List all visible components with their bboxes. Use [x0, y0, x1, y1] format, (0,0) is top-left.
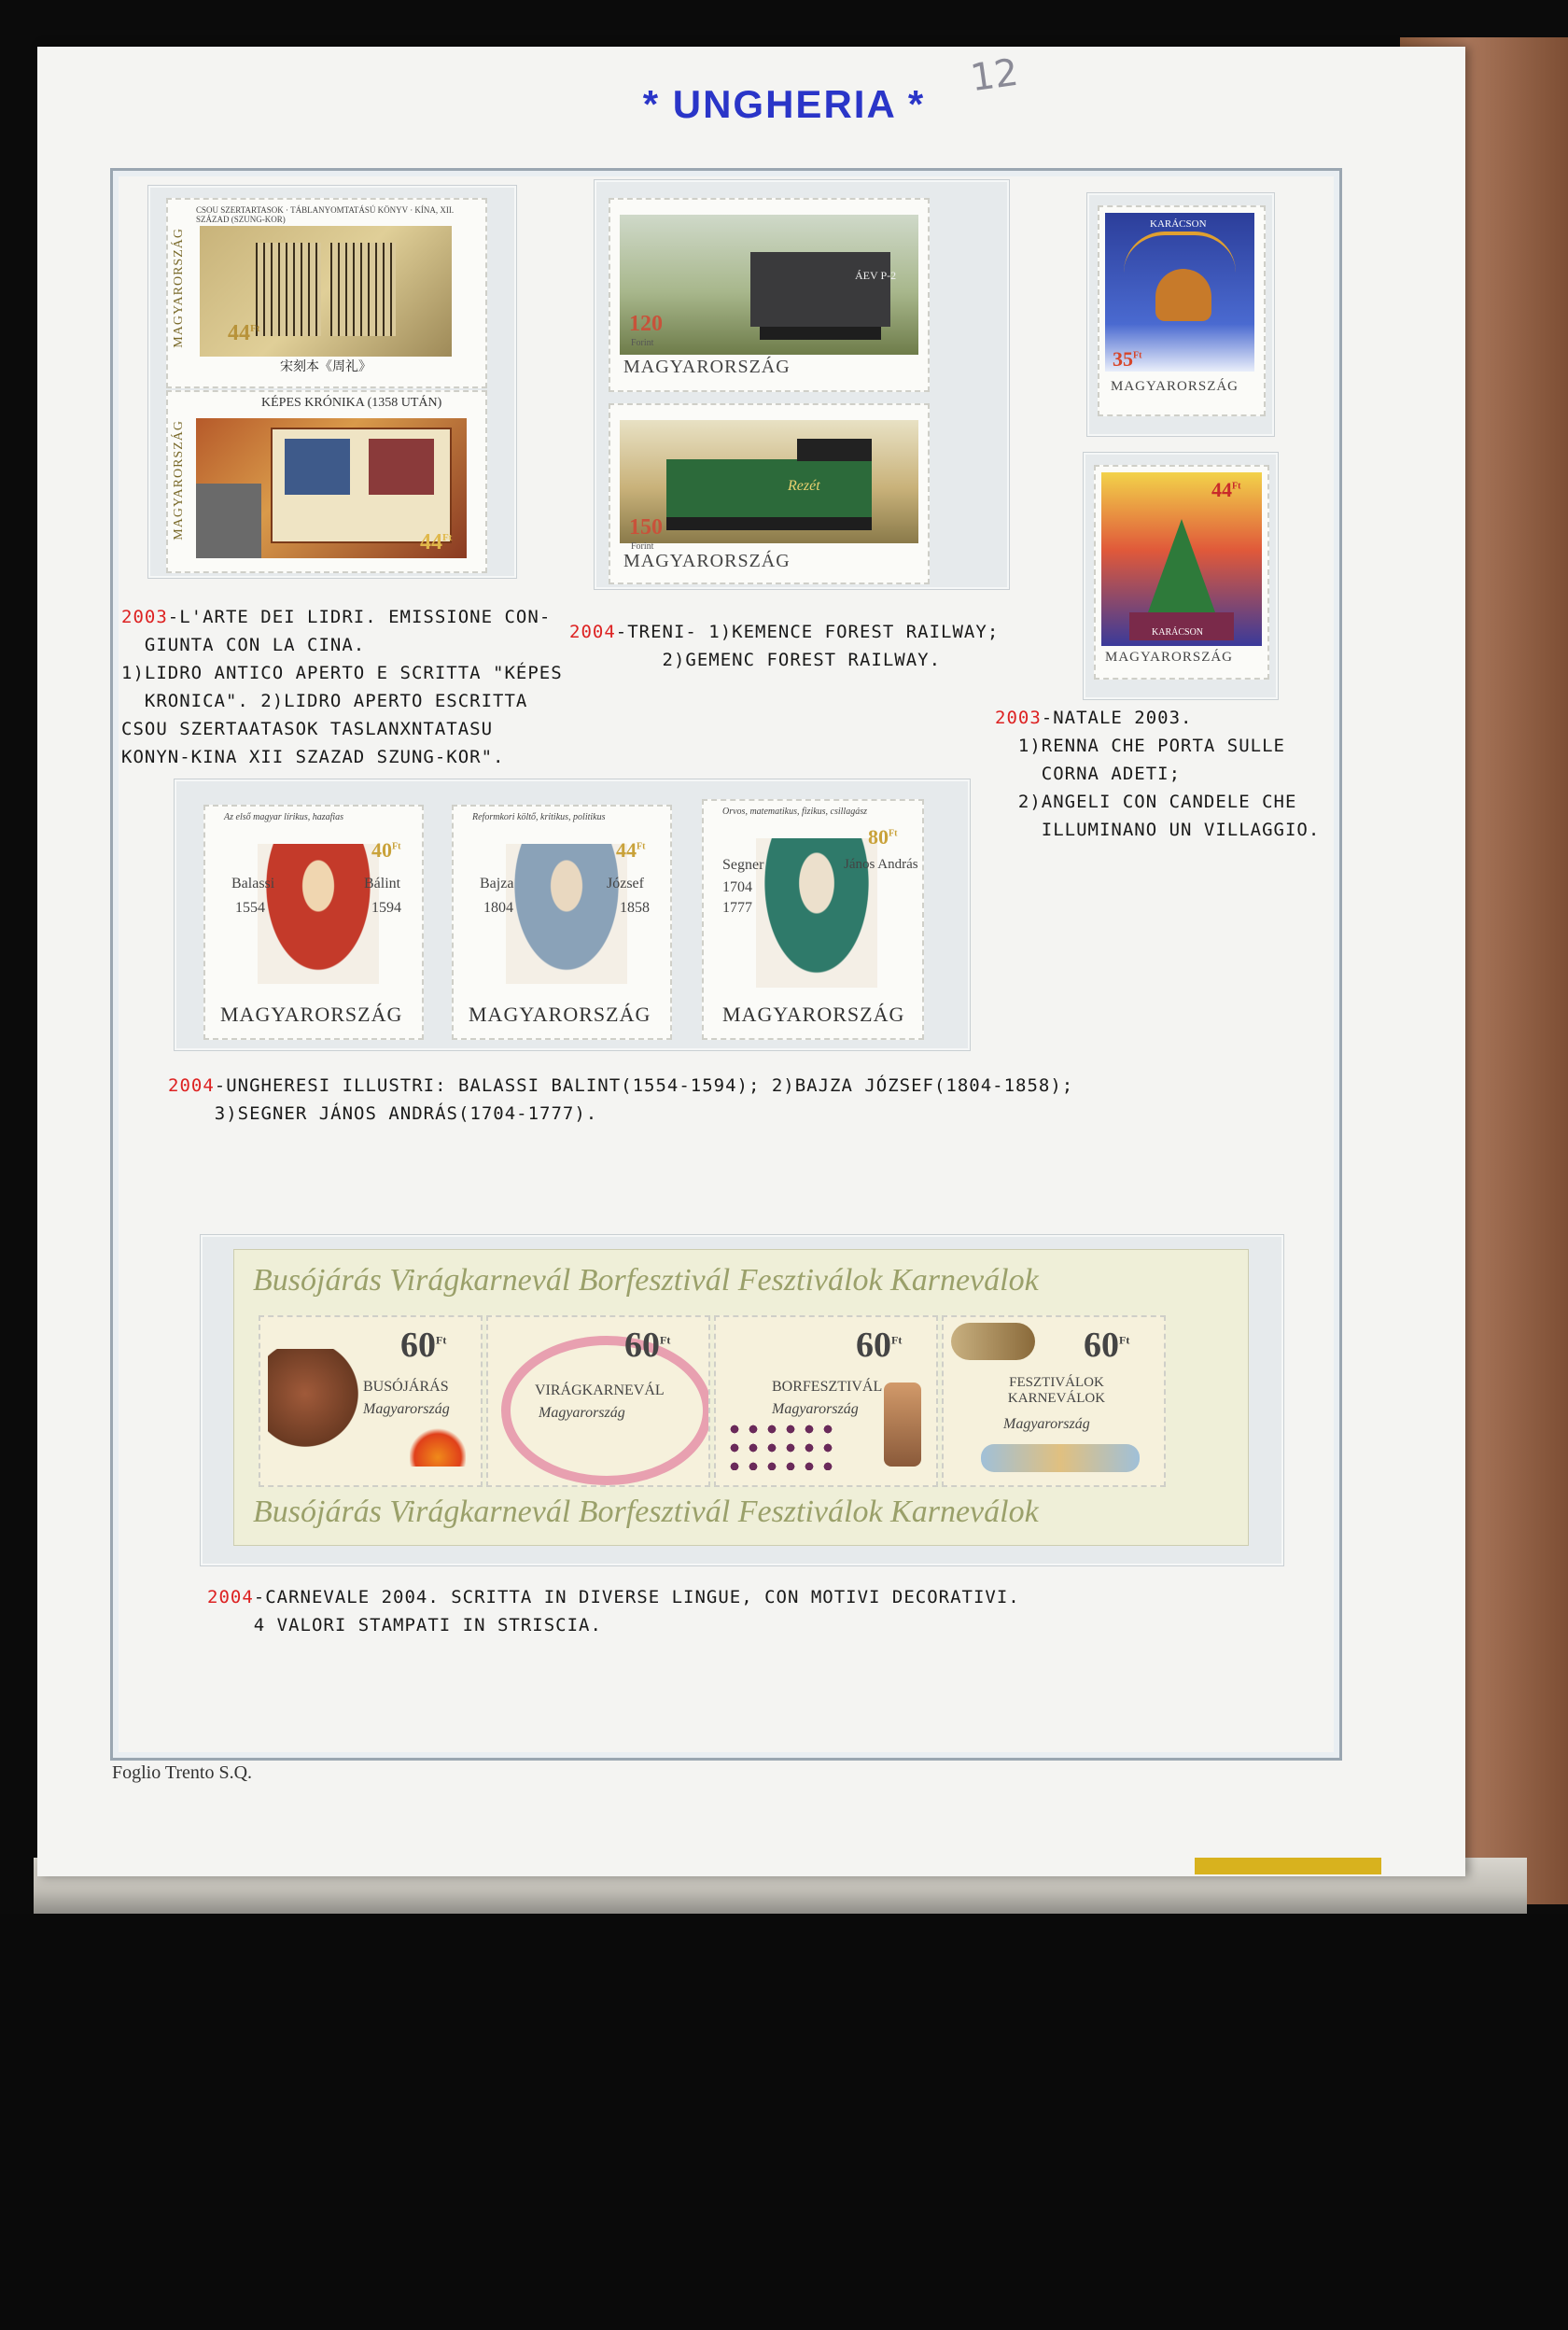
stamp-books-top: [166, 198, 487, 388]
stamp-country: MAGYARORSZÁG: [172, 228, 186, 348]
note-year: 2003: [121, 607, 168, 627]
poet-firstname: János András: [844, 857, 918, 872]
page-number: 12: [968, 50, 1021, 101]
stamp-value: $80^{Ft}$: [868, 825, 898, 849]
poet-death-year: 1594: [371, 900, 401, 916]
note-trains: 2004-TRENI- 1)KEMENCE FOREST RAILWAY; 2)GEMENC FOREST RAILWAY.: [569, 622, 1000, 670]
poet-death-year: 1777: [722, 900, 752, 916]
stamp-xmas-angels: [1094, 465, 1269, 680]
stamp-value: $44^{Ft}$: [228, 321, 260, 345]
poet-surname: Segner: [722, 857, 764, 873]
stamp-country: Magyarország: [539, 1405, 625, 1421]
stamp-title: FESZTIVÁLOK KARNEVÁLOK: [1007, 1375, 1106, 1406]
ribbon-illustration: [981, 1444, 1140, 1472]
stamp-poet-bajza: [452, 805, 672, 1040]
stamp-title: VIRÁGKARNEVÁL: [535, 1383, 665, 1398]
mask-illustration: [268, 1349, 361, 1461]
note-year: 2004: [569, 622, 616, 642]
poet-surname: Bajza: [480, 876, 514, 891]
poet-firstname: József: [607, 876, 644, 891]
stamp-carnival-busojaras: [259, 1315, 483, 1487]
stamp-header: Az első magyar lírikus, hazafias: [224, 812, 344, 822]
steam-locomotive-illustration: [620, 420, 918, 543]
stamp-country: MAGYARORSZÁG: [623, 357, 791, 377]
stamp-value: $44^{Ft}$: [420, 530, 453, 554]
stamp-carnival-fesztivalok: [942, 1315, 1166, 1487]
stamp-unit: Forint: [631, 541, 654, 552]
stamp-country: Magyarország: [363, 1401, 450, 1417]
stamp-value: $60^{Ft}$: [1084, 1326, 1130, 1365]
note-books: 2003-L'ARTE DEI LIDRI. EMISSIONE CON- GIUNTA CON LA CINA. 1)LIDRO ANTICO APERTO E SCRITTA "KÉPES KRONICA". 2)LIDRO APERTO ESCRITTA CSOU SZERTAATASOK TASLANXNTATASU KONYN-KINA XII SZAZAD SZUNG-KOR".: [121, 607, 563, 767]
stamp-country: MAGYARORSZÁG: [220, 1003, 403, 1026]
stamp-train-bottom: [609, 403, 930, 584]
note-year: 2004: [168, 1075, 215, 1096]
bajza-portrait: [506, 844, 627, 984]
stamp-carnival-borfesztival: [714, 1315, 938, 1487]
note-year: 2003: [995, 708, 1042, 728]
stamp-value: $60^{Ft}$: [624, 1326, 671, 1365]
note-carnival: 2004-CARNEVALE 2004. SCRITTA IN DIVERSE LINGUE, CON MOTIVI DECORATIVI. 4 VALORI STAMPATI IN STRISCIA.: [207, 1587, 1020, 1635]
grapes-illustration: [725, 1420, 837, 1470]
stamp-value: $60^{Ft}$: [400, 1326, 447, 1365]
stamp-value: $60^{Ft}$: [856, 1326, 903, 1365]
stamp-country: Magyarország: [1003, 1416, 1090, 1432]
stamp-title: BUSÓJÁRÁS: [363, 1379, 449, 1395]
stamp-header: KARÁCSON: [1152, 627, 1204, 638]
stamp-country: MAGYARORSZÁG: [1105, 650, 1234, 665]
stamp-country: MAGYARORSZÁG: [623, 551, 791, 571]
stamp-country: MAGYARORSZÁG: [172, 420, 186, 540]
wine-barrel-tower-illustration: [884, 1383, 921, 1467]
strip-border-text-top: Busójárás Virágkarnevál Borfesztivál Fesztiválok Karneválok: [253, 1263, 1039, 1298]
stamp-train-top: [609, 198, 930, 392]
poet-birth-year: 1554: [235, 900, 265, 916]
stamp-country: MAGYARORSZÁG: [722, 1003, 905, 1026]
stamp-value: $44^{Ft}$: [1211, 478, 1241, 501]
note-poets: 2004-UNGHERESI ILLUSTRI: BALASSI BALINT(1554-1594); 2)BAJZA JÓZSEF(1804-1858); 3)SEGNER JÁNOS ANDRÁS(1704-1777).: [168, 1075, 1074, 1124]
stamp-value: 120: [629, 312, 663, 336]
poet-surname: Balassi: [231, 876, 275, 891]
stamp-poet-segner: [702, 799, 924, 1040]
yellow-page-edge: [1195, 1858, 1381, 1874]
stamp-header: Orvos, matematikus, fizikus, csillagász: [722, 807, 867, 817]
poet-death-year: 1858: [620, 900, 650, 916]
black-cloth-background: [0, 1914, 1568, 2330]
bonfire-illustration: [410, 1420, 466, 1467]
note-year: 2004: [207, 1587, 254, 1607]
stamp-unit: Forint: [631, 338, 654, 348]
balassi-portrait: [258, 844, 379, 984]
strip-border-text-bottom: Busójárás Virágkarnevál Borfesztivál Fesztiválok Karneválok: [253, 1495, 1039, 1529]
stamp-poet-balassi: [203, 805, 424, 1040]
stamp-value: 150: [629, 515, 663, 540]
stamp-header: CSOU SZERTARTASOK · TÁBLANYOMTATÁSÚ KÖNYV · KÍNA, XII. SZÁZAD (SZUNG-KOR): [196, 205, 455, 224]
stamp-title: BORFESZTIVÁL: [772, 1379, 883, 1395]
stamp-caption: 宋刻本《周礼》: [280, 360, 371, 374]
poet-firstname: Bálint: [364, 876, 401, 891]
page-footer: Foglio Trento S.Q.: [112, 1762, 253, 1783]
stamp-header: KARÁCSON: [1150, 218, 1207, 230]
locomotive-label: ÁEV P-2: [855, 269, 897, 282]
note-xmas: 2003-NATALE 2003. 1)RENNA CHE PORTA SULLE CORNA ADETI; 2)ANGELI CON CANDELE CHE ILLUMINANO UN VILLAGGIO.: [995, 708, 1321, 840]
stamp-books-bottom: [166, 390, 487, 573]
horn-illustration: [951, 1323, 1035, 1360]
stamp-country: MAGYARORSZÁG: [1111, 379, 1239, 394]
poet-birth-year: 1804: [483, 900, 513, 916]
locomotive-label: Rezét: [788, 478, 820, 494]
carnival-souvenir-strip: [233, 1249, 1249, 1546]
stamp-xmas-reindeer: [1098, 205, 1266, 416]
stamp-header: KÉPES KRÓNIKA (1358 UTÁN): [261, 396, 442, 410]
stamp-country: Magyarország: [772, 1401, 859, 1417]
stamp-value: $35^{Ft}$: [1113, 347, 1142, 371]
poet-birth-year: 1704: [722, 879, 752, 895]
stamp-value: $40^{Ft}$: [371, 838, 401, 862]
stamp-carnival-viragkarneval: [486, 1315, 710, 1487]
diesel-locomotive-illustration: [620, 215, 918, 355]
stamp-value: $44^{Ft}$: [616, 838, 646, 862]
page-title: * UNGHERIA *: [642, 82, 926, 126]
stamp-header: Reformkori költő, kritikus, politikus: [472, 812, 606, 822]
stamp-country: MAGYARORSZÁG: [469, 1003, 651, 1026]
